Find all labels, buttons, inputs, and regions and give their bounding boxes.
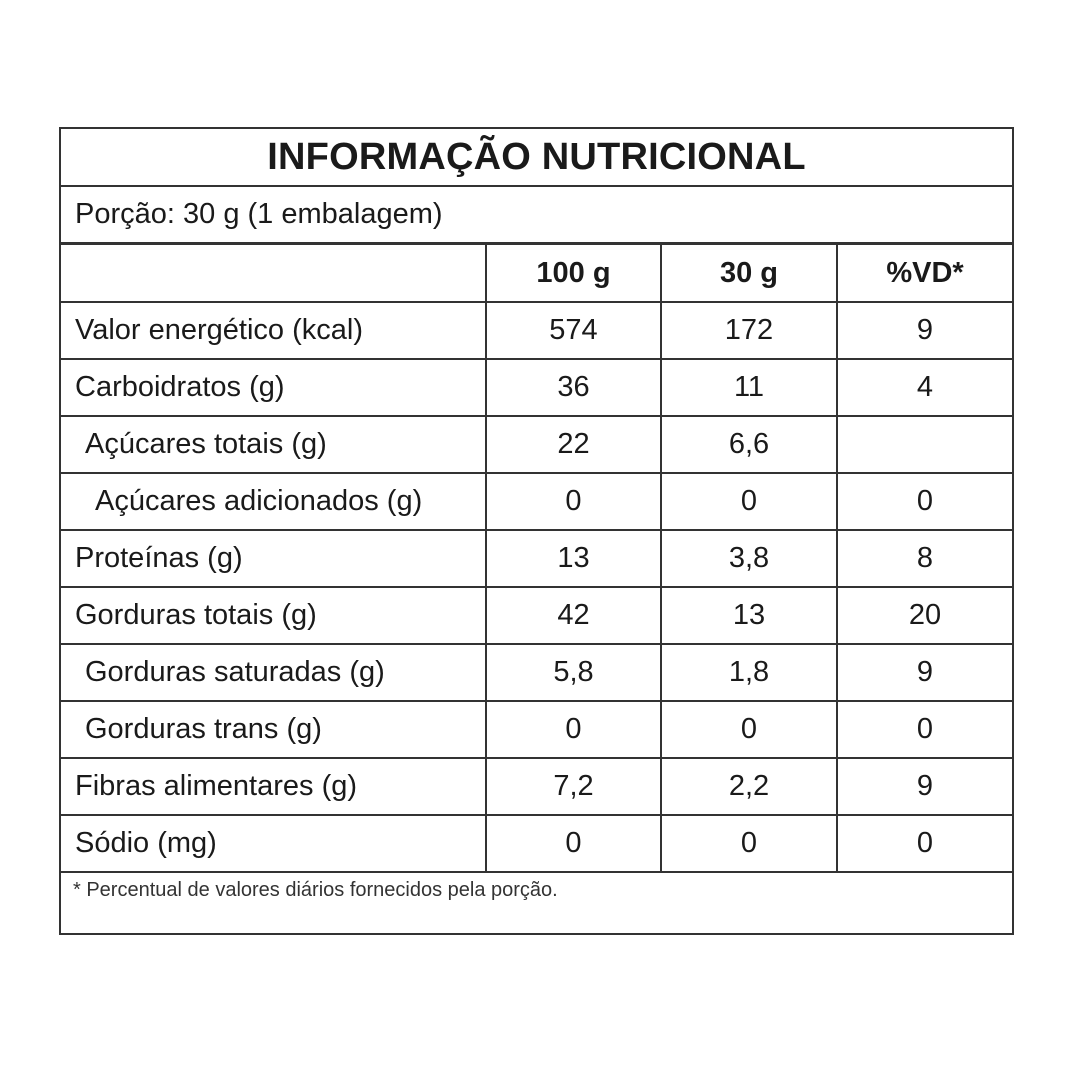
table-row <box>61 302 1012 359</box>
nutrient-name: Gorduras saturadas (g) <box>61 644 486 701</box>
nutrition-table <box>61 245 1012 873</box>
nutrient-name: Açúcares adicionados (g) <box>61 473 486 530</box>
portion-size: Porção: 30 g (1 embalagem) <box>61 187 1012 245</box>
table-row <box>61 644 1012 701</box>
header-per-30g: 30 g <box>661 245 837 302</box>
value-per-100g: 0 <box>486 701 661 758</box>
nutrient-name: Gorduras trans (g) <box>61 701 486 758</box>
value-daily: 0 <box>837 473 1012 530</box>
value-per-30g: 0 <box>661 701 837 758</box>
header-per-100g: 100 g <box>486 245 661 302</box>
value-per-30g: 172 <box>661 302 837 359</box>
value-daily: 9 <box>837 302 1012 359</box>
value-daily: 4 <box>837 359 1012 416</box>
value-per-30g: 0 <box>661 815 837 872</box>
value-per-100g: 0 <box>486 473 661 530</box>
table-row <box>61 701 1012 758</box>
value-per-100g: 5,8 <box>486 644 661 701</box>
value-per-30g: 2,2 <box>661 758 837 815</box>
table-row <box>61 587 1012 644</box>
header-daily-value: %VD* <box>837 245 1012 302</box>
nutrient-name: Carboidratos (g) <box>61 359 486 416</box>
value-per-100g: 7,2 <box>486 758 661 815</box>
table-row <box>61 473 1012 530</box>
nutrient-name: Açúcares totais (g) <box>61 416 486 473</box>
table-row <box>61 815 1012 872</box>
value-per-30g: 1,8 <box>661 644 837 701</box>
table-row <box>61 758 1012 815</box>
value-per-100g: 36 <box>486 359 661 416</box>
nutrient-name: Sódio (mg) <box>61 815 486 872</box>
value-per-100g: 0 <box>486 815 661 872</box>
nutrient-name: Proteínas (g) <box>61 530 486 587</box>
value-per-30g: 13 <box>661 587 837 644</box>
value-per-100g: 42 <box>486 587 661 644</box>
table-header-row <box>61 245 1012 302</box>
nutrition-facts-label <box>59 127 1014 935</box>
value-daily: 9 <box>837 644 1012 701</box>
header-nutrient <box>61 245 486 302</box>
value-daily: 0 <box>837 701 1012 758</box>
table-row <box>61 416 1012 473</box>
nutrient-name: Fibras alimentares (g) <box>61 758 486 815</box>
value-daily: 9 <box>837 758 1012 815</box>
label-title: INFORMAÇÃO NUTRICIONAL <box>61 129 1012 187</box>
nutrient-name: Valor energético (kcal) <box>61 302 486 359</box>
value-per-30g: 0 <box>661 473 837 530</box>
value-per-100g: 22 <box>486 416 661 473</box>
nutrient-name: Gorduras totais (g) <box>61 587 486 644</box>
value-daily: 0 <box>837 815 1012 872</box>
value-per-30g: 6,6 <box>661 416 837 473</box>
table-row <box>61 530 1012 587</box>
value-daily: 8 <box>837 530 1012 587</box>
table-row <box>61 359 1012 416</box>
value-per-100g: 13 <box>486 530 661 587</box>
footnote: * Percentual de valores diários fornecidos pela porção. <box>73 879 558 901</box>
value-per-100g: 574 <box>486 302 661 359</box>
value-daily: 20 <box>837 587 1012 644</box>
value-daily <box>837 416 1012 473</box>
value-per-30g: 3,8 <box>661 530 837 587</box>
value-per-30g: 11 <box>661 359 837 416</box>
